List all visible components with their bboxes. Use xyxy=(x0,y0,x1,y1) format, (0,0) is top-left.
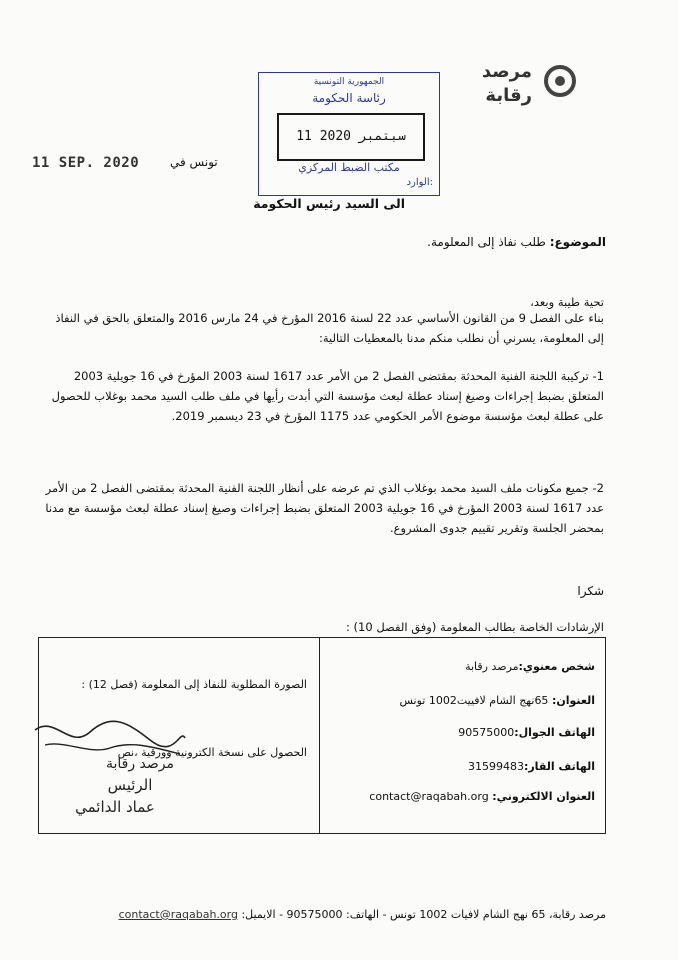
paragraph-intro: بناء على الفصل 9 من القانون الأساسي عدد 22 لسنة 2016 المؤرخ في 24 مارس 2016 والمتعلق بالحق في النفاذ إلى المعلومة، يسرني أن نطلب منكم مدنا بالمعطيات التالية: xyxy=(55,311,604,345)
requester-details xyxy=(320,638,605,833)
subject-label: الموضوع: xyxy=(549,235,606,249)
phone-row xyxy=(468,760,595,773)
stamp-office: مكتب الضبط المركزي xyxy=(298,161,400,174)
email-value: contact@raqabah.org xyxy=(369,790,489,803)
format-label: الصورة المطلوبة للنفاذ إلى المعلومة (فصل 12) : xyxy=(81,678,307,691)
received-stamp xyxy=(258,72,440,196)
address-value: 65نهج الشام لافييت1002 تونس xyxy=(399,694,549,707)
signature-stamp xyxy=(30,710,190,820)
greeting: تحية طيبة وبعد، xyxy=(530,295,604,309)
footer-text: مرصد رقابة، 65 نهج الشام لافيات 1002 تونس - الهاتف: 90575000 - الايميل: xyxy=(241,908,606,921)
organization-logo xyxy=(470,55,578,125)
phone-label: الهاتف القار: xyxy=(523,760,595,773)
subject-text: طلب نفاذ إلى المعلومة. xyxy=(427,235,546,249)
entity-row xyxy=(465,660,595,673)
stamp-incoming: الوارد: xyxy=(406,177,433,188)
format-value: الحصول على نسخة الكترونية وورقية ،نص xyxy=(117,746,307,759)
email-row xyxy=(369,790,595,803)
signature-name: عماد الدائمي xyxy=(75,798,155,816)
address-row xyxy=(400,694,595,707)
logo-eye-icon xyxy=(542,63,578,99)
mobile-label: الهاتف الجوال: xyxy=(514,726,595,739)
mobile-value: 90575000 xyxy=(458,726,515,739)
table-title: الإرشادات الخاصة بطالب المعلومة (وفق الفصل 10) : xyxy=(346,620,604,634)
request-item-1: 1- تركيبة اللجنة الفنية المحدثة بمقتضى الفصل 2 من الأمر عدد 1617 لسنة 2003 المؤرخ في 16 جويلية 2003 المتعلق بضبط إجراءات وصيغ إسناد عطلة لبعث مؤسسة التي أبدت رأيها في ملف طلب السيد محمد بوغلاب للحصول على عطلة لبعث مؤسسة موضوع الأمر الحكومي عدد 1175 المؤرخ في 23 ديسمبر 2019. xyxy=(51,369,604,423)
stamp-date: 11 سبتمبر 2020 xyxy=(277,113,425,161)
footer-email-link[interactable]: contact@raqabah.org xyxy=(118,908,238,921)
entity-label: شخص معنوي: xyxy=(518,660,595,673)
stamp-republic: الجمهورية التونسية xyxy=(313,77,385,87)
entity-value: مرصد رقابة xyxy=(465,660,519,673)
date-stamp: 11 SEP. 2020 xyxy=(32,155,140,171)
request-item-2: 2- جميع مكونات ملف السيد محمد بوغلاب الذي تم عرضه على أنظار اللجنة الفنية المحدثة بمقتضى الفصل 2 من الأمر عدد 1617 لسنة 2003 المؤرخ في 16 جويلية 2003 المتعلق بضبط إجراءات وصيغ إسناد عطلة لبعث مؤسسة مع مدنا بمحضر الجلسة وتقرير تقييم جدوى المشروع. xyxy=(45,481,604,535)
address-label: العنوان: xyxy=(551,694,595,707)
stamp-presidency: رئاسة الحكومة xyxy=(312,91,386,105)
subject-line xyxy=(427,235,606,249)
thanks: شكرا xyxy=(577,584,604,598)
mobile-row xyxy=(458,726,595,739)
logo-text-line2: رقابة xyxy=(485,85,532,106)
place-label: تونس في xyxy=(170,155,218,169)
footer xyxy=(119,908,606,921)
email-label: العنوان الالكتروني: xyxy=(492,790,595,803)
signature-org: مرصد رقابة xyxy=(105,756,175,772)
signature-title: الرئيس xyxy=(107,776,153,794)
phone-value: 31599483 xyxy=(467,760,524,773)
logo-text-line1: مرصد xyxy=(481,61,532,82)
addressee: الى السيد رئيس الحكومة xyxy=(253,196,405,211)
